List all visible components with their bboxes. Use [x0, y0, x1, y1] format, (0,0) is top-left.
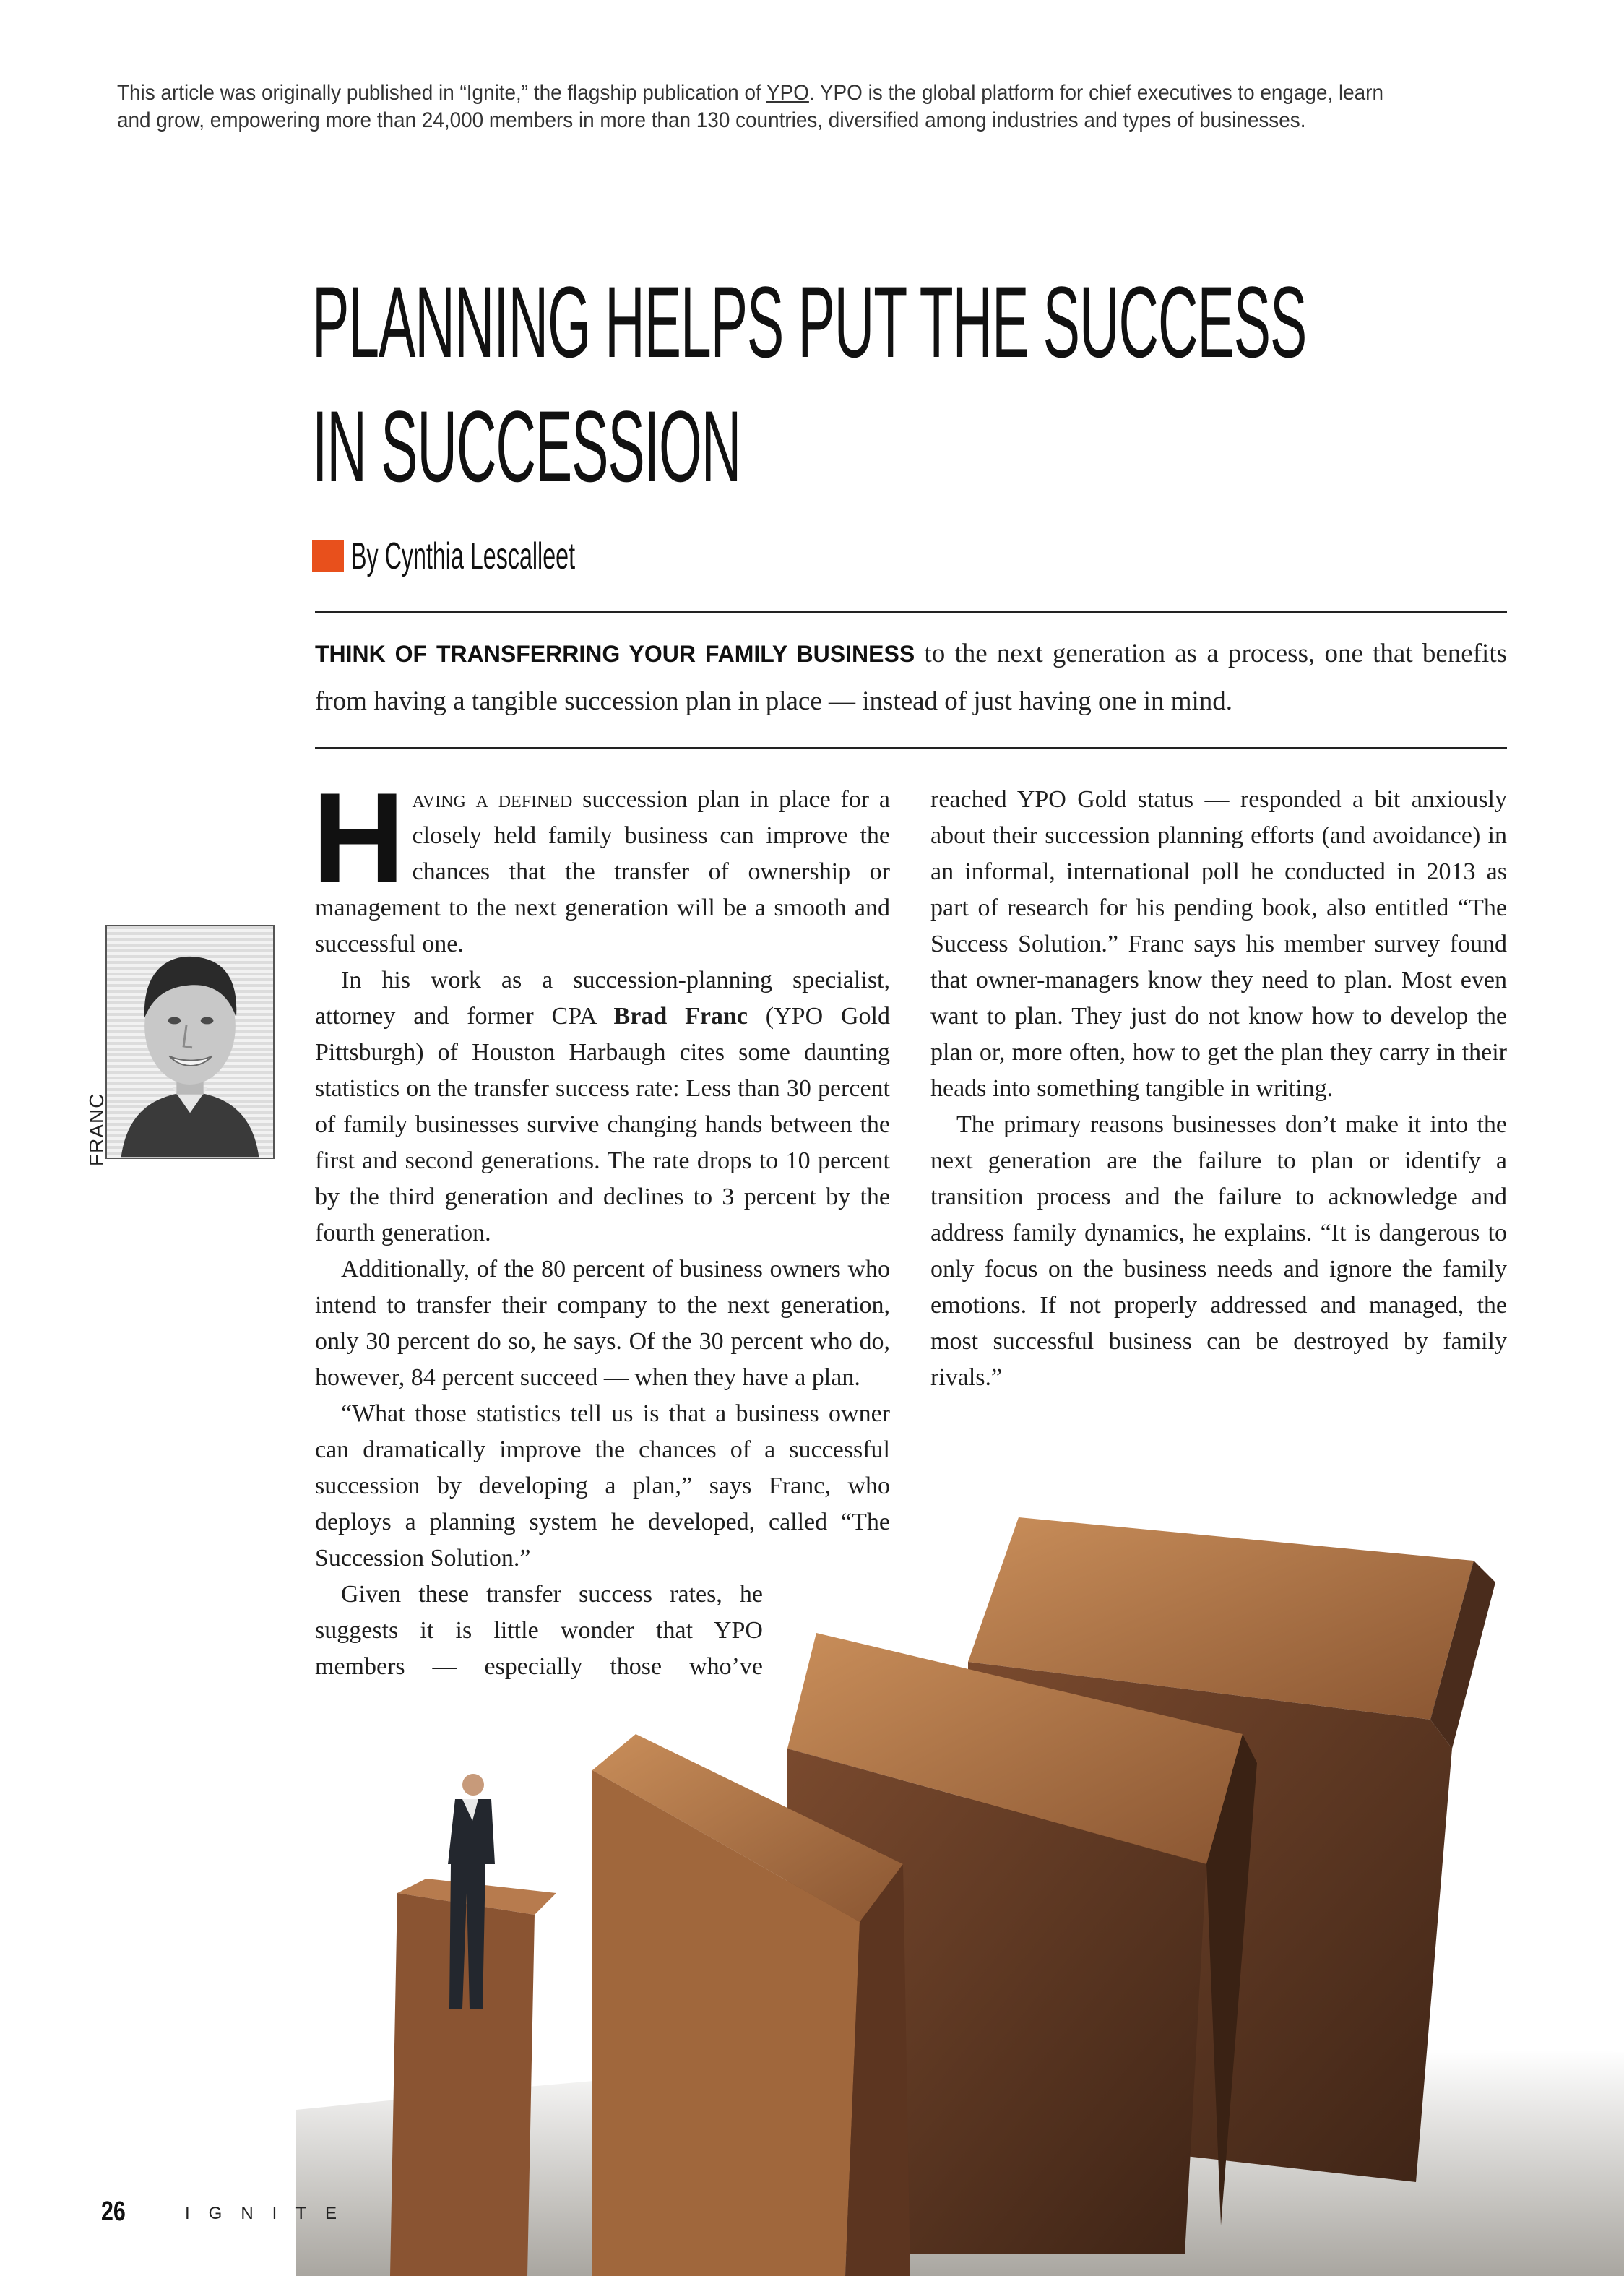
note-text-end: . YPO is the global platform for chief executives to engage, learn and grow, empowering more than 24,000 members in more than 130 countries, diversified among industries and types of businesses. [117, 81, 1383, 132]
publication-note [117, 79, 1407, 134]
article-headline [312, 260, 1307, 509]
headline-line-1: PLANNING HELPS PUT THE SUCCESS [312, 265, 1307, 379]
page-number: 26 [101, 2197, 126, 2227]
paragraph-5-continued: reached YPO Gold status — responded a bit anxiously about their succession planning efforts (and avoidance) in an informal, international poll he conducted in 2013 as part of research for his pending book, also entitled “The Success Solution.” Franc says his member survey found that owner-managers know they need to plan. Most even want to plan. They just do not know how to develop the plan or, more often, how to get the plan they carry in their heads into something tangible in writing. [930, 786, 1507, 1102]
deck-text: to the next generation as a process, one that benefits from having a tangible succession plan in place — instead of just having one in mind. [315, 639, 1508, 716]
author-portrait [105, 925, 275, 1159]
portrait-image [107, 926, 273, 1158]
paragraph-6: The primary reasons businesses don’t make it into the next generation are the failure to plan or identify a transition process and the failure to acknowledge and address family dynamics, he explains. “It is dangerous to only focus on the business needs and ignore the family emotions. If not properly addressed and managed, the most successful business can be destroyed by family rivals.” [930, 1111, 1507, 1391]
paragraph-2-text-b: (YPO Gold Pittsburgh) of Houston Harbaugh cites some daunting statistics on the transfer success rate: Less than 30 percent of family businesses survive changing hands between the first and second generations. The rate drops to 10 percent by the third generation and declines to 3 percent by the fourth generation. [315, 1003, 890, 1246]
wooden-blocks-illustration [296, 1460, 1624, 2276]
paragraph-1-text: succession plan in place for a closely held family business can improve the chances that the transfer of ownership or management to the next generation will be a smooth and successful one. [315, 786, 890, 957]
orange-square-icon [312, 540, 344, 572]
paragraph-2 [315, 962, 890, 1251]
deck-top-rule [315, 611, 1507, 613]
body-column-2 [930, 782, 1507, 1396]
deck-lead-in: THINK OF TRANSFERRING YOUR FAMILY BUSINESS [315, 641, 915, 667]
photo-credit: FRANC [85, 1092, 108, 1166]
magazine-name: IGNITE [185, 2204, 356, 2223]
paragraph-5: Given these transfer success rates, he suggests it is little wonder that YPO members — especially those who’ve [315, 1581, 763, 1680]
paragraph-3: Additionally, of the 80 percent of business owners who intend to transfer their company to the next generation, only 30 percent do so, he says. Of the 30 percent who do, however, 84 percent succeed — when they have a plan. [315, 1256, 890, 1391]
paragraph-1 [312, 766, 890, 962]
paragraph-2-text-a: In his work as a succession-planning specialist, attorney and former CPA [315, 967, 890, 1030]
drop-cap: H [312, 766, 405, 910]
paragraph-4: “What those statistics tell us is that a business owner can dramatically improve the chances of a successful succession by developing a plan,” says Franc, who deploys a planning system he developed, called “The Succession Solution.” [315, 1400, 890, 1572]
note-text-start: This article was originally published in “Ignite,” the flagship publication of [117, 81, 766, 105]
article-deck [315, 630, 1507, 725]
headline-line-2: IN SUCCESSION [312, 389, 741, 503]
lead-in-smallcaps: aving a defined [412, 786, 573, 813]
ypo-link[interactable]: YPO [766, 81, 809, 105]
deck-bottom-rule [315, 747, 1507, 749]
person-name-bold: Brad Franc [613, 1003, 748, 1030]
byline [312, 535, 712, 578]
author-name: By Cynthia Lescalleet [351, 535, 576, 577]
